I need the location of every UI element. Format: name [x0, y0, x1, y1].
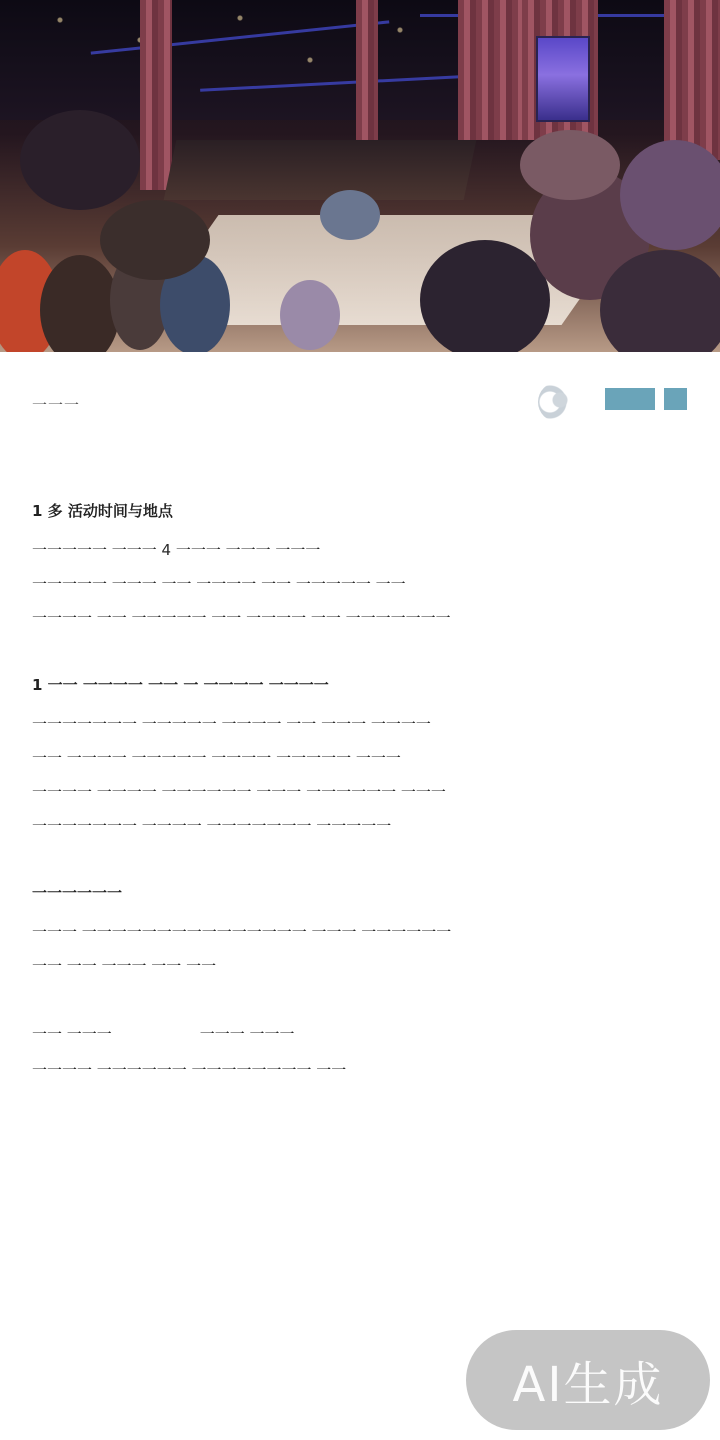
hero-crowd	[320, 190, 380, 240]
paragraph: 一一一一一 一一一 4 一一一 一一一 一一一	[32, 541, 321, 559]
section-heading: 1 多 活动时间与地点	[32, 502, 173, 520]
paragraph: 一一一一一一一 一一一一一 一一一一 一一 一一一 一一一一	[32, 715, 431, 733]
hero-crowd	[40, 255, 120, 352]
watermark-text: AI生成	[512, 1356, 664, 1413]
hero-curtain	[356, 0, 378, 140]
paragraph: 一一一一 一一 一一一一一 一一 一一一一 一一 一一一一一一一	[32, 609, 451, 627]
info-row	[32, 1018, 680, 1050]
article-body	[32, 500, 680, 1086]
spinner-icon	[538, 382, 578, 422]
hero-crowd	[100, 200, 210, 280]
hero-crowd	[620, 140, 720, 250]
paragraph: 一一 一一 一一一 一一 一一	[32, 957, 217, 975]
paragraph: 一一一 一一一一一一一一一一一一一一一 一一一 一一一一一一	[32, 923, 452, 941]
hero-crowd	[420, 240, 550, 352]
section-heading: 1 一一 一一一一 一一 一 一一一一 一一一一	[32, 676, 329, 694]
paragraph: 一一 一一一一 一一一一一 一一一一 一一一一一 一一一	[32, 749, 401, 767]
footer-line: 一一一一 一一一一一一 一一一一一一一一 一一	[32, 1061, 347, 1079]
hero-crowd	[280, 280, 340, 350]
hero-curtain	[458, 0, 522, 140]
hero-curtain	[140, 0, 172, 190]
article-section	[32, 500, 680, 634]
section-heading: 一一一一一一	[32, 884, 123, 902]
ai-generated-watermark	[466, 1330, 710, 1430]
article-toolbar	[0, 382, 720, 428]
hero-photo	[0, 0, 720, 352]
paragraph: 一一一一 一一一一 一一一一一一 一一一 一一一一一一 一一一	[32, 783, 446, 801]
paragraph: 一一一一一 一一一 一一 一一一一 一一 一一一一一 一一	[32, 575, 406, 593]
hero-crowd	[520, 130, 620, 200]
hero-crowd	[20, 110, 140, 210]
share-button[interactable]	[605, 388, 655, 410]
article-section	[32, 674, 680, 842]
paragraph: 一一一一一一一 一一一一 一一一一一一一 一一一一一	[32, 817, 392, 835]
more-button[interactable]	[664, 388, 687, 410]
hero-stage	[164, 140, 477, 200]
hero-stage-screen	[536, 36, 590, 122]
info-left: 一一 一一一	[32, 1025, 112, 1043]
breadcrumb[interactable]: 一一一	[32, 396, 81, 414]
hero-curtain	[664, 0, 720, 160]
article-section	[32, 882, 680, 982]
info-right: 一一一 一一一	[199, 1025, 295, 1043]
